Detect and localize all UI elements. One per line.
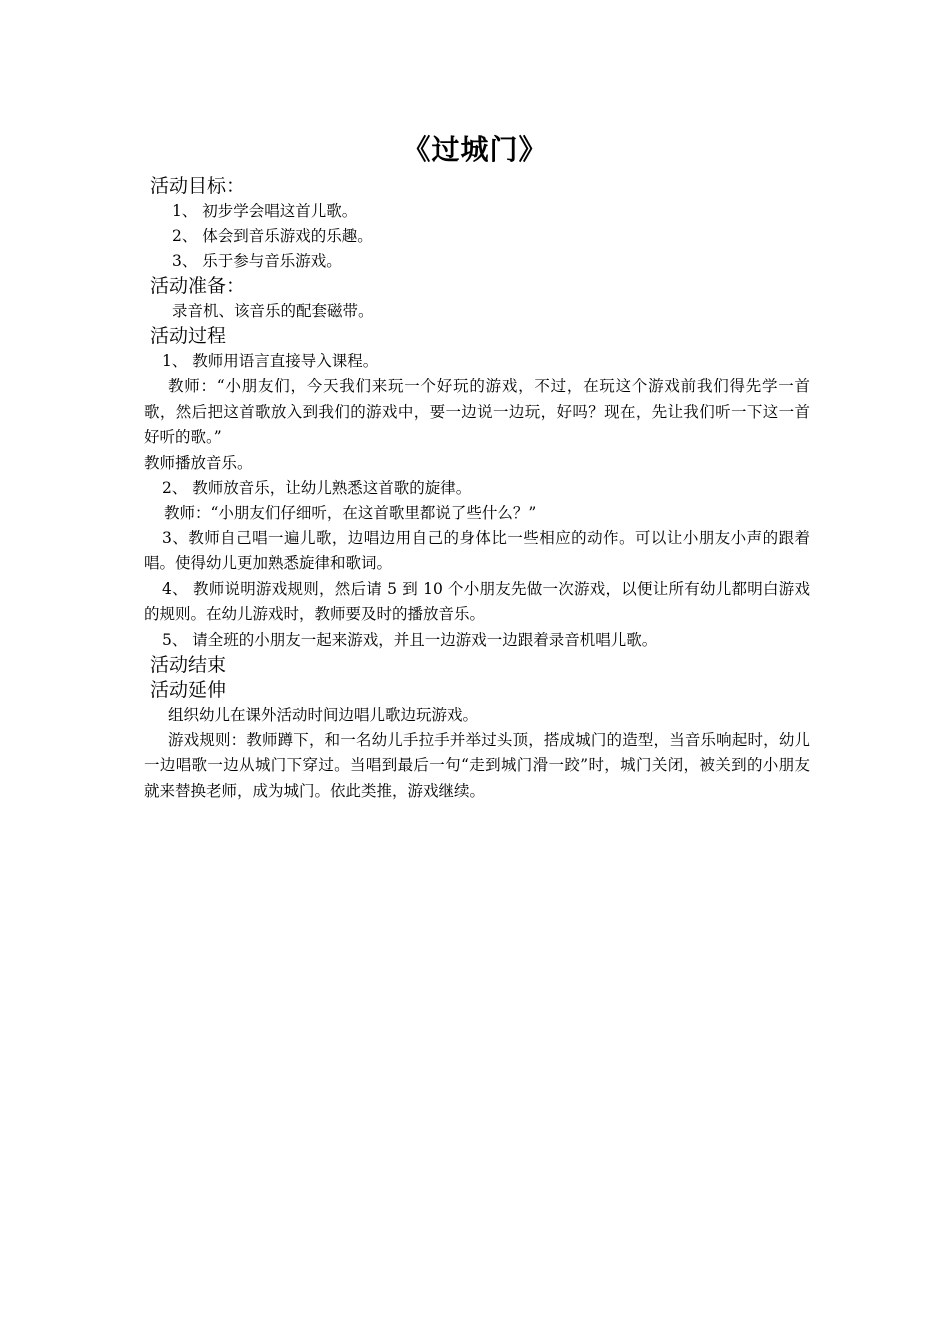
process-step-2: 2、 教师放音乐，让幼儿熟悉这首歌的旋律。 — [162, 478, 472, 497]
play-music-line: 教师播放音乐。 — [144, 453, 253, 472]
goal-item-3: 3、 乐于参与音乐游戏。 — [172, 252, 342, 270]
document-body — [144, 174, 810, 804]
teacher-question: 教师：“小朋友们仔细听，在这首歌里都说了些什么？” — [164, 503, 537, 522]
goal-item-2: 2、 体会到音乐游戏的乐趣。 — [172, 227, 373, 245]
end-heading: 活动结束 — [150, 653, 227, 676]
process-step-1: 1、 教师用语言直接导入课程。 — [162, 352, 379, 370]
teacher-intro-paragraph: 教师：“小朋友们，今天我们来玩一个好玩的游戏，不过，在玩这个游戏前我们得先学一首歌，然后把这首歌放入到我们的游戏中，要一边说一边玩，好吗？现在，先让我们听一下这一首好听的歌。” — [144, 377, 810, 446]
process-step-4: 4、 教师说明游戏规则，然后请 5 到 10 个小朋友先做一次游戏，以便让所有幼儿都明白游戏的规则。在幼儿游戏时，教师要及时的播放音乐。 — [144, 579, 810, 623]
goals-heading: 活动目标： — [150, 175, 246, 197]
goal-item-1: 1、 初步学会唱这首儿歌。 — [172, 202, 358, 220]
prep-text: 录音机、该音乐的配套磁带。 — [172, 302, 374, 320]
process-heading: 活动过程 — [150, 325, 227, 347]
game-rules-paragraph: 游戏规则：教师蹲下，和一名幼儿手拉手并举过头顶，搭成城门的造型，当音乐响起时，幼儿一边唱歌一边从城门下穿过。当唱到最后一句“走到城门滑一跤”时，城门关闭，被关到的小朋友就来替换老师，成为城门。依此类推，游戏继续。 — [144, 730, 810, 800]
process-step-3: 3、教师自己唱一遍儿歌，边唱边用自己的身体比一些相应的动作。可以让小朋友小声的跟着唱。使得幼儿更加熟悉旋律和歌词。 — [144, 528, 810, 572]
extension-text: 组织幼儿在课外活动时间边唱儿歌边玩游戏。 — [168, 705, 479, 724]
document-title: 《过城门》 — [402, 133, 548, 166]
extension-heading: 活动延伸 — [150, 678, 227, 701]
prep-heading: 活动准备： — [150, 275, 246, 297]
process-step-5: 5、 请全班的小朋友一起来游戏，并且一边游戏一边跟着录音机唱儿歌。 — [162, 630, 658, 649]
